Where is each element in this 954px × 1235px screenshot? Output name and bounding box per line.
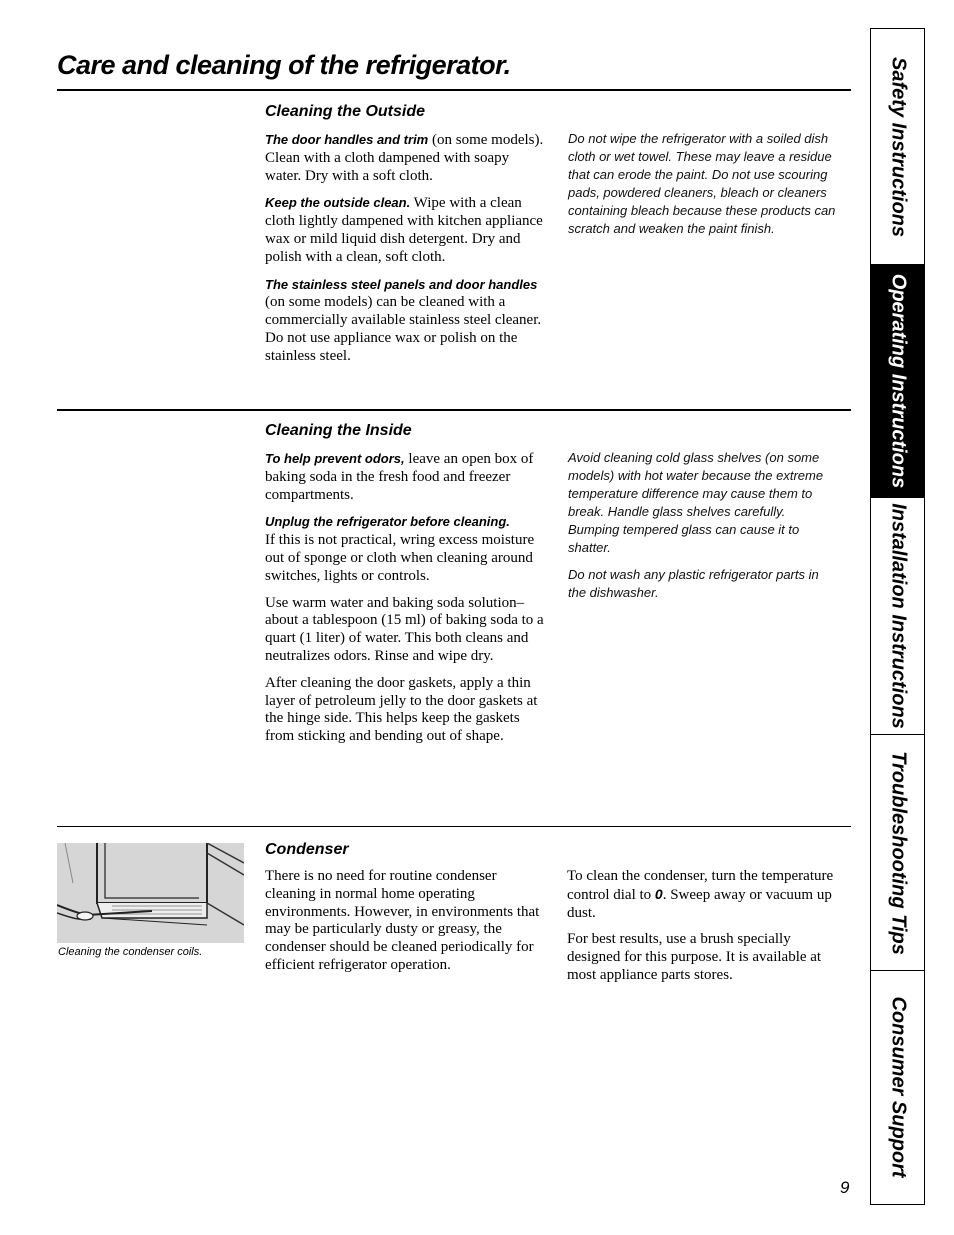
outside-paragraph: Keep the outside clean. Wipe with a clean cloth lightly dampened with kitchen appliance wax or mild liquid dish detergent. Dry and polish with a clean, soft cloth. (265, 195, 543, 265)
section-heading-inside: Cleaning the Inside (265, 422, 412, 439)
inside-paragraph: Use warm water and baking soda solution–about a tablespoon (15 ml) of baking soda to a quart (1 liter) of water. This both cleans and neutralizes odors. Rinse and wipe dry. (265, 594, 544, 664)
inside-paragraph: Unplug the refrigerator before cleaning. If this is not practical, wring excess moisture out of sponge or cloth when cleaning around switches, lights or controls. (265, 514, 535, 584)
page-number: 9 (840, 1178, 850, 1197)
condenser-paragraph: For best results, use a brush specially designed for this purpose. It is available at most appliance parts stores. (567, 931, 822, 983)
outside-paragraph: The door handles and trim (on some models). Clean with a cloth dampened with soapy water. Dry with a soft cloth. (265, 132, 544, 184)
page-title: Care and cleaning of the refrigerator. (57, 50, 511, 80)
condenser-paragraph: There is no need for routine condenser cleaning in normal home operating environments. However, in environments that may be particularly dusty or greasy, the condenser should be cleaned periodically for efficient refrigerator operation. (265, 868, 540, 973)
condenser-drawing (57, 843, 244, 943)
tab-operating-instructions[interactable]: Operating Instructions (871, 265, 924, 498)
inside-paragraph: After cleaning the door gaskets, apply a thin layer of petroleum jelly to the door gaskets at the hinge side. This helps keep the gaskets from sticking and bending out of shape. (265, 674, 538, 745)
section-heading-condenser: Condenser (265, 841, 349, 858)
inside-text-column (265, 450, 550, 755)
section-divider (57, 826, 851, 827)
outside-text-column (265, 131, 547, 375)
figure-caption: Cleaning the condenser coils. (58, 946, 203, 958)
outside-paragraph: The stainless steel panels and door handles (on some models) can be cleaned with a commercially available stainless steel cleaner. Do not use appliance wax or polish on the stainless steel. (265, 276, 542, 364)
inside-paragraph: To help prevent odors, leave an open box of baking soda in the fresh food and freezer compartments. (265, 451, 534, 503)
tab-installation-instructions[interactable]: Installation Instructions (871, 498, 924, 735)
condenser-illustration (57, 843, 244, 943)
section-tabs-sidebar (870, 28, 925, 1205)
outside-note: Do not wipe the refrigerator with a soiled dish cloth or wet towel. These may leave a residue that can erode the paint. Do not use scouring pads, powdered cleaners, bleach or cleaners containing bleach because these products can scratch and weaken the paint finish. (568, 131, 836, 236)
section-divider (57, 409, 851, 411)
condenser-text-column (265, 868, 550, 984)
condenser-text-column-right (567, 868, 845, 994)
section-heading-outside: Cleaning the Outside (265, 103, 426, 120)
condenser-paragraph: To clean the condenser, turn the temperature control dial to 0. Sweep away or vacuum up dust. (567, 868, 834, 921)
tab-consumer-support[interactable]: Consumer Support (887, 996, 909, 1178)
inside-notes: Avoid cleaning cold glass shelves (on some models) with hot water because the extreme temperature difference may cause them to break. Handle glass shelves carefully. Bumping tempered glass can cause it to shatter. Do not wash any plastic refrigerator parts in the dishwasher. (568, 450, 824, 600)
tab-safety-instructions[interactable]: Safety Instructions (871, 29, 924, 265)
tab-troubleshooting-tips[interactable]: Troubleshooting Tips (871, 735, 924, 971)
title-rule (57, 89, 851, 91)
